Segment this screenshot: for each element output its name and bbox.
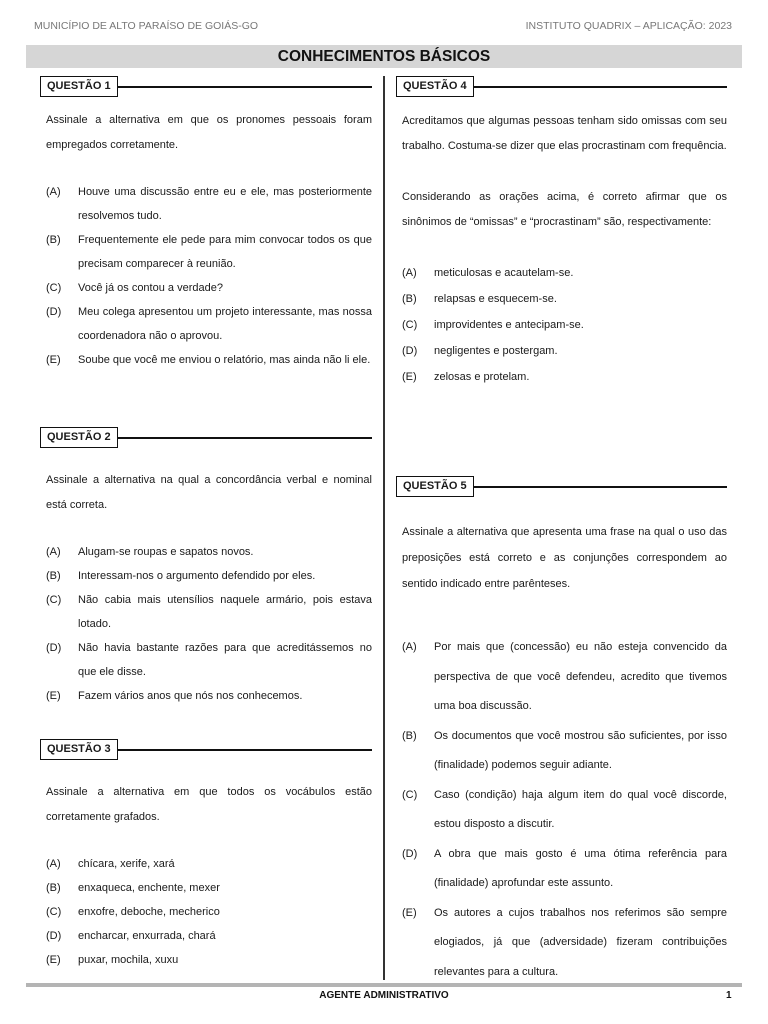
option-e[interactable] — [46, 948, 372, 972]
question-header — [40, 427, 372, 449]
option-d[interactable] — [402, 338, 727, 364]
header-right: INSTITUTO QUADRIX – APLICAÇÃO: 2023 — [525, 20, 732, 32]
header-rule — [100, 437, 372, 439]
option-a[interactable] — [402, 633, 727, 722]
question-4 — [396, 76, 727, 390]
option-b[interactable] — [46, 228, 372, 276]
question-stem: Assinale a alternativa na qual a concordância verbal e nominal está correta. — [46, 474, 372, 511]
options-list — [40, 540, 372, 708]
options-list — [396, 633, 727, 987]
option-text: improvidentes e antecipam-se. — [434, 319, 584, 331]
question-stem: Assinale a alternativa em que os pronomes pessoais foram empregados corretamente. — [46, 114, 372, 151]
header-rule — [100, 749, 372, 751]
options-list — [40, 852, 372, 972]
option-text: enxofre, deboche, mecherico — [78, 906, 220, 918]
option-letter: (C) — [402, 788, 418, 801]
header-left: MUNICÍPIO DE ALTO PARAÍSO DE GOIÁS-GO — [34, 20, 259, 32]
option-e[interactable] — [46, 348, 372, 372]
option-a[interactable] — [46, 540, 372, 564]
section-title: CONHECIMENTOS BÁSICOS — [26, 45, 742, 68]
option-letter: (A) — [46, 858, 61, 870]
option-letter: (C) — [46, 282, 62, 294]
option-letter: (A) — [402, 267, 417, 279]
option-text: puxar, mochila, xuxu — [78, 954, 179, 966]
option-d[interactable] — [46, 924, 372, 948]
option-text: Você já os contou a verdade? — [78, 282, 223, 294]
option-letter: (E) — [46, 690, 61, 702]
question-stem-continued: Considerando as orações acima, é correto afirmar que os sinônimos de “omissas” e “procrastinam” são, respectivamente: — [402, 191, 727, 228]
option-text: relapsas e esquecem-se. — [434, 293, 557, 305]
question-label: QUESTÃO 5 — [396, 476, 474, 497]
option-text: Soube que você me enviou o relatório, mas ainda não li ele. — [78, 354, 371, 366]
option-text: Fazem vários anos que nós nos conhecemos. — [78, 690, 303, 702]
question-label: QUESTÃO 1 — [40, 76, 118, 97]
question-3 — [40, 739, 372, 972]
option-text: Os documentos que você mostrou são suficientes, por isso (finalidade) podemos seguir adiante. — [434, 729, 727, 771]
option-letter: (A) — [46, 186, 61, 198]
question-1 — [40, 76, 372, 372]
option-text: Por mais que (concessão) eu não esteja convencido da perspectiva de que você defendeu, acredito que tivemos uma boa discussão. — [434, 641, 727, 712]
option-letter: (E) — [46, 354, 61, 366]
option-text: Não havia bastante razões para que acreditássemos no que ele disse. — [78, 642, 372, 678]
option-b[interactable] — [46, 876, 372, 900]
footer-title: AGENTE ADMINISTRATIVO — [319, 990, 449, 1001]
question-label: QUESTÃO 3 — [40, 739, 118, 760]
option-a[interactable] — [46, 180, 372, 228]
option-letter: (C) — [46, 594, 62, 606]
page-header — [34, 20, 732, 32]
option-c[interactable] — [46, 276, 372, 300]
option-letter: (D) — [46, 930, 62, 942]
option-letter: (A) — [402, 641, 417, 653]
option-text: Interessam-nos o argumento defendido por eles. — [78, 570, 316, 582]
question-2 — [40, 427, 372, 708]
option-letter: (E) — [46, 954, 61, 966]
option-text: Frequentemente ele pede para mim convocar todos os que precisam comparecer à reunião. — [78, 234, 372, 270]
question-label: QUESTÃO 4 — [396, 76, 474, 97]
option-text: meticulosas e acautelam-se. — [434, 267, 574, 279]
option-text: zelosas e protelam. — [434, 371, 530, 383]
option-d[interactable] — [46, 636, 372, 684]
option-text: chícara, xerife, xará — [78, 858, 175, 870]
option-letter: (D) — [46, 642, 62, 654]
question-header — [40, 76, 372, 98]
option-letter: (B) — [46, 234, 61, 246]
option-text: Houve uma discussão entre eu e ele, mas posteriormente resolvemos tudo. — [78, 186, 372, 222]
option-text: encharcar, enxurrada, chará — [78, 930, 216, 942]
option-text: Meu colega apresentou um projeto interessante, mas nossa coordenadora não o aprovou. — [78, 306, 372, 342]
footer-rule — [26, 983, 742, 987]
option-c[interactable] — [46, 900, 372, 924]
column-divider — [383, 76, 385, 980]
option-letter: (B) — [46, 570, 61, 582]
option-b[interactable] — [402, 722, 727, 781]
header-rule — [456, 86, 727, 88]
option-letter: (A) — [46, 546, 61, 558]
option-a[interactable] — [402, 260, 727, 286]
option-letter: (E) — [402, 371, 417, 383]
option-d[interactable] — [46, 300, 372, 348]
option-text: Caso (condição) haja algum item do qual você discorde, estou disposto a discutir. — [434, 788, 727, 830]
question-stem: Acreditamos que algumas pessoas tenham sido omissas com seu trabalho. Costuma-se dizer que elas procrastinam com frequência. — [402, 115, 727, 152]
question-label: QUESTÃO 2 — [40, 427, 118, 448]
question-stem: Assinale a alternativa que apresenta uma frase na qual o uso das preposições está correto e as conjunções correspondem ao sentido indicado entre parênteses. — [402, 526, 727, 590]
option-e[interactable] — [402, 364, 727, 390]
option-text: negligentes e postergam. — [434, 345, 558, 357]
options-list — [40, 180, 372, 372]
header-rule — [456, 486, 727, 488]
option-b[interactable] — [402, 286, 727, 312]
option-letter: (D) — [46, 306, 62, 318]
question-header — [40, 739, 372, 761]
option-letter: (B) — [402, 293, 417, 305]
option-letter: (C) — [46, 906, 62, 918]
option-text: Alugam-se roupas e sapatos novos. — [78, 546, 254, 558]
option-letter: (C) — [402, 319, 418, 331]
option-text: A obra que mais gosto é uma ótima referência para (finalidade) aprofundar este assunto. — [434, 847, 727, 889]
question-header — [396, 76, 727, 98]
page-number: 1 — [726, 990, 732, 1001]
option-letter: (B) — [402, 729, 417, 742]
question-header — [396, 476, 727, 498]
option-letter: (E) — [402, 906, 417, 919]
option-e[interactable] — [46, 684, 372, 708]
option-letter: (D) — [402, 345, 418, 357]
option-c[interactable] — [46, 588, 372, 636]
option-letter: (B) — [46, 882, 61, 894]
options-list — [396, 260, 727, 390]
option-text: enxaqueca, enchente, mexer — [78, 882, 220, 894]
option-a[interactable] — [46, 852, 372, 876]
option-c[interactable] — [402, 781, 727, 840]
option-text: Não cabia mais utensílios naquele armário, pois estava lotado. — [78, 594, 372, 630]
option-e[interactable] — [402, 899, 727, 988]
option-letter: (D) — [402, 847, 418, 860]
question-5 — [396, 476, 727, 987]
option-text: Os autores a cujos trabalhos nos referimos são sempre elogiados, já que (adversidade) fizeram contribuições relevantes para a cultura. — [434, 906, 727, 978]
option-d[interactable] — [402, 840, 727, 899]
option-b[interactable] — [46, 564, 372, 588]
header-rule — [100, 86, 372, 88]
option-c[interactable] — [402, 312, 727, 338]
question-stem: Assinale a alternativa em que todos os vocábulos estão corretamente grafados. — [46, 786, 372, 823]
